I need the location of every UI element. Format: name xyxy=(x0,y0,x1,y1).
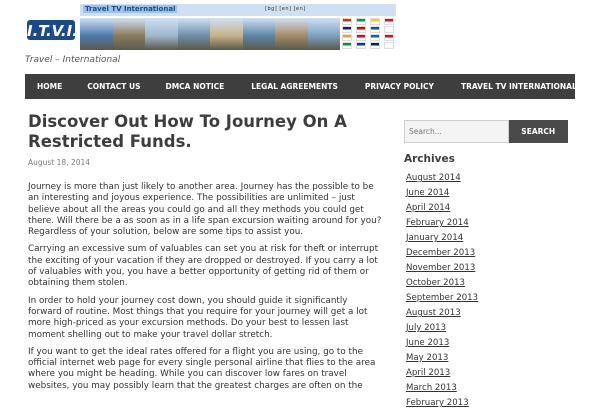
archive-link[interactable]: April 2014 xyxy=(406,203,451,213)
banner-photo xyxy=(210,18,243,50)
post-paragraph: Journey is more than just likely to another area. Journey has the possible to be an interesting and joyous experience. The possibilities are unlimited – just believe about all the areas you could go and all they methods you could get there. Will there be a as soon as in a life span excursion waiting around for you? Regardless of your solution, below are some tips to assist you. xyxy=(28,182,382,238)
archive-link[interactable]: November 2013 xyxy=(406,263,476,273)
banner-title: Travel TV International xyxy=(85,5,176,13)
flag-icon[interactable] xyxy=(384,42,394,49)
sidebar xyxy=(404,120,568,411)
flag-icon[interactable] xyxy=(342,26,352,33)
nav-home[interactable]: HOME xyxy=(37,82,63,91)
flag-icon[interactable] xyxy=(356,34,366,41)
flag-icon[interactable] xyxy=(342,34,352,41)
flag-icon[interactable] xyxy=(356,18,366,25)
language-flags xyxy=(340,18,396,50)
archives-heading: Archives xyxy=(404,153,455,165)
archive-link[interactable]: January 2014 xyxy=(406,233,464,243)
nav-travel-tv-international[interactable]: TRAVEL TV INTERNATIONAL xyxy=(460,82,577,91)
flag-icon[interactable] xyxy=(356,26,366,33)
article xyxy=(28,112,384,392)
archive-link[interactable]: December 2013 xyxy=(406,248,476,258)
banner-photo xyxy=(308,18,341,50)
archive-link[interactable]: October 2013 xyxy=(406,278,465,288)
site-tagline: Travel – International xyxy=(25,55,121,65)
archive-link[interactable]: February 2013 xyxy=(406,398,469,408)
archive-link[interactable]: August 2014 xyxy=(406,173,461,183)
site-logo[interactable] xyxy=(27,16,78,42)
flag-icon[interactable] xyxy=(370,26,380,33)
post-paragraph: If you want to get the ideal rates offered for a flight you are using, go to the official internet web page for every single personal airline that flies to the area where you might be heading. While you can discover low fares on travel websites, you may possibly learn that the greatest charges are often on the xyxy=(28,346,376,391)
flag-icon[interactable] xyxy=(342,42,352,49)
search-input[interactable] xyxy=(404,120,509,143)
banner-photo-strip xyxy=(80,18,340,50)
banner-photo xyxy=(243,18,276,50)
search-button[interactable]: SEARCH xyxy=(509,120,569,143)
flag-icon[interactable] xyxy=(356,42,366,49)
nav-contact-us[interactable]: CONTACT US xyxy=(87,82,141,91)
archive-link[interactable]: February 2014 xyxy=(406,218,469,228)
flag-icon[interactable] xyxy=(370,34,380,41)
archive-link[interactable]: June 2013 xyxy=(406,338,450,348)
post-date[interactable]: August 18, 2014 xyxy=(28,158,91,167)
nav-privacy-policy[interactable]: PRIVACY POLICY xyxy=(364,82,434,91)
archive-link[interactable]: April 2013 xyxy=(406,368,451,378)
flag-icon[interactable] xyxy=(384,18,394,25)
banner-photo xyxy=(178,18,211,50)
archive-link[interactable]: May 2013 xyxy=(406,353,449,363)
search-form xyxy=(404,120,568,143)
archives-list xyxy=(404,171,568,411)
nav-dmca-notice[interactable]: DMCA NOTICE xyxy=(165,82,225,91)
flag-icon[interactable] xyxy=(370,18,380,25)
post-paragraph: In order to hold your journey cost down, you should guide it significantly forward of routine. Most things that you require for your journey will get a lot more high-priced as your excursion methods. Do your best to lessen last moment shelling out to make your travel dollar stretch. xyxy=(28,295,368,340)
banner-photo xyxy=(113,18,146,50)
banner-photo xyxy=(80,18,113,50)
archive-link[interactable]: March 2013 xyxy=(406,383,457,393)
archive-link[interactable]: September 2013 xyxy=(406,293,479,303)
logo-text: I.T.V.I. xyxy=(27,22,78,40)
flag-icon[interactable] xyxy=(342,18,352,25)
flag-icon[interactable] xyxy=(384,34,394,41)
archive-link[interactable]: July 2013 xyxy=(406,323,447,333)
flag-icon[interactable] xyxy=(384,26,394,33)
post-paragraph: Carrying an excessive sum of valuables can set you at risk for theft or interrupt the exciting of your vacation if they are dropped or destroyed. If you carry a lot of valuables with you, you have a better opportunity of getting rid of them or obtaining them stolen. xyxy=(28,244,379,289)
main-navigation xyxy=(25,74,575,99)
language-links[interactable]: [bg] [en] [en] xyxy=(265,6,306,12)
header-banner[interactable] xyxy=(25,4,396,50)
banner-photo xyxy=(275,18,308,50)
archive-link[interactable]: June 2014 xyxy=(406,188,450,198)
nav-legal-agreements[interactable]: LEGAL AGREEMENTS xyxy=(251,82,338,91)
flag-icon[interactable] xyxy=(370,42,380,49)
banner-photo xyxy=(145,18,178,50)
post-title[interactable]: Discover Out How To Journey On A Restricted Funds. xyxy=(28,112,347,151)
archive-link[interactable]: August 2013 xyxy=(406,308,461,318)
